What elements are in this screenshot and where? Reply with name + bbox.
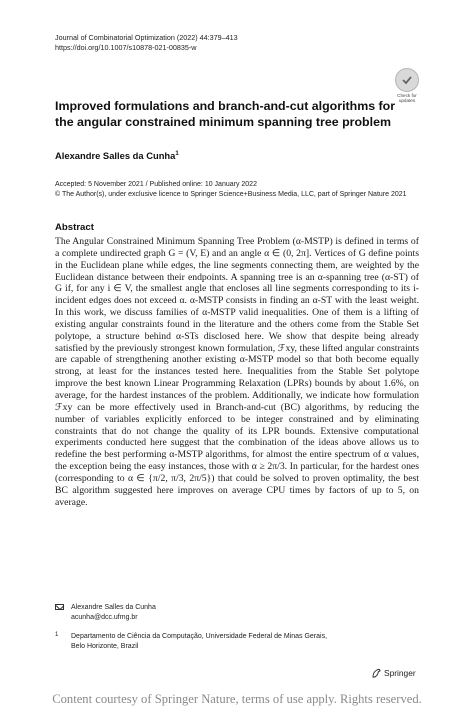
badge-label: Check for updates (397, 93, 417, 104)
journal-header (55, 33, 238, 53)
author-affiliation-marker: 1 (175, 150, 179, 157)
corresponding-author (55, 603, 156, 623)
publisher-logo (372, 668, 416, 678)
affiliation-number: 1 (55, 632, 59, 638)
affiliation-line-1: Departamento de Ciência da Computação, Universidade Federal de Minas Gerais, (71, 633, 328, 640)
envelope-icon (55, 604, 64, 610)
abstract-text: The Angular Constrained Minimum Spanning Tree Problem (α-MSTP) is defined in terms of a complete undirected graph G = (V, E) and an angle α ∈ (0, 2π]. Vertices of G define points in the Euclidean plane while edges, the line segments connecting them, are weighted by the Euclidean distance between their endpoints. A spanning tree is an α-spanning tree (α-ST) of G if, for any i ∈ V, the smallest angle that encloses all line segments corresponding to its i-incident edges does not exceed α. α-MSTP consists in finding an α-ST with the least weight. In this work, we discuss families of α-MSTP valid inequalities. One of them is a lifting of existing angular constraints found in the literature and the others come from the Stable Set polytope, a structure behind α-STs disclosed here. We show that despite being already satisfied by the previously strongest known formulation, ℱxy, these lifted angular constraints are capable of strengthening another existing α-MSTP model so that both become equally strong, at least for the instances tested here. Inequalities from the Stable Set polytope improve the best known Linear Programming Relaxation (LPRs) bounds by about 1.6%, on average, for the hardest instances of the problem. Additionally, we indicate how formulation ℱxy can be more effectively used in Branch-and-cut (BC) algorithms, by reducing the number of variables explicitly enforced to be integer constrained and by eliminating constraints that do not change the quality of its LPR bounds. Extensive computational experiments conducted here suggest that the combination of the ideas above allows us to redefine the best performing α-MSTP algorithms, for almost the entire spectrum of α values, the exception being the easy instances, those with α ≥ 2π/3. In particular, for the hardest ones (corresponding to α ∈ {π/2, π/3, 2π/5}) that could be solved to proven optimality, the best BC algorithm suggested here improves on average CPU times by factors of up to 5, on average. (55, 236, 419, 508)
publisher-name: Springer (384, 668, 416, 678)
journal-citation: Journal of Combinatorial Optimization (2022) 44:379–413 (55, 33, 238, 42)
contact-email[interactable]: acunha@dcc.ufmg.br (71, 614, 138, 621)
check-for-updates-icon (395, 68, 419, 92)
affiliation (55, 632, 327, 652)
abstract-heading: Abstract (55, 222, 94, 233)
springer-horse-icon (372, 668, 381, 678)
courtesy-footer: Content courtesy of Springer Nature, terms of use apply. Rights reserved. (52, 692, 422, 706)
contact-name: Alexandre Salles da Cunha (71, 604, 156, 611)
author-name: Alexandre Salles da Cunha$^1$ (55, 150, 179, 161)
publication-dates: Accepted: 5 November 2021 / Published online: 10 January 2022 (55, 181, 257, 188)
article-title: Improved formulations and branch-and-cut algorithms for the angular constrained minimum spanning tree problem (55, 99, 396, 129)
doi-link[interactable]: https://doi.org/10.1007/s10878-021-00835-w (55, 43, 197, 52)
affiliation-line-2: Belo Horizonte, Brazil (71, 643, 139, 650)
copyright-notice: © The Author(s), under exclusive licence to Springer Science+Business Media, LLC, part of Springer Nature 2021 (55, 191, 407, 198)
publication-info (55, 180, 407, 200)
